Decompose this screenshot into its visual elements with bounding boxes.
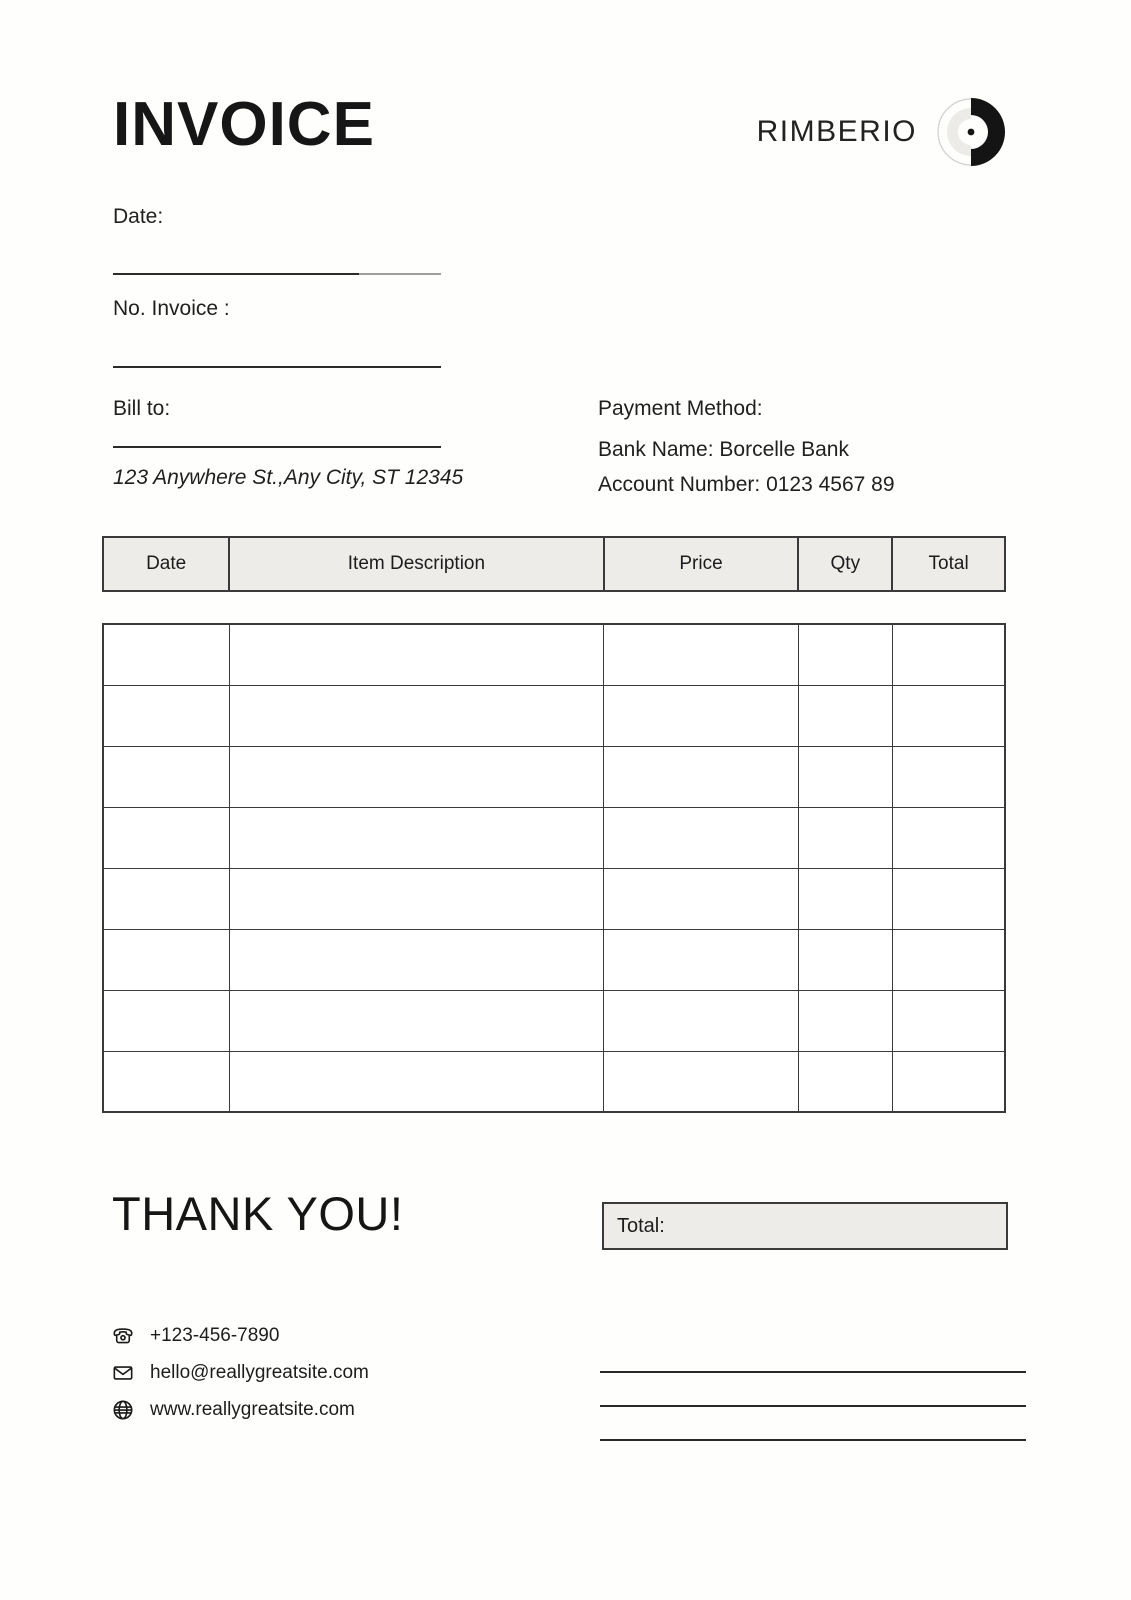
table-cell[interactable] xyxy=(892,929,1005,990)
column-header-date: Date xyxy=(103,537,229,591)
table-row xyxy=(103,868,1005,929)
thank-you-text: THANK YOU! xyxy=(112,1187,404,1240)
table-cell[interactable] xyxy=(892,807,1005,868)
table-cell[interactable] xyxy=(103,990,229,1051)
header xyxy=(113,92,1005,166)
table-cell[interactable] xyxy=(229,807,603,868)
total-label: Total: xyxy=(617,1214,665,1237)
table-cell[interactable] xyxy=(229,746,603,807)
table-header-row xyxy=(103,537,1005,591)
table-cell[interactable] xyxy=(103,807,229,868)
table-cell[interactable] xyxy=(798,868,892,929)
table-cell[interactable] xyxy=(892,1051,1005,1112)
total-box[interactable] xyxy=(602,1202,1008,1250)
invoice-no-label: No. Invoice : xyxy=(113,297,230,320)
brand xyxy=(757,98,1005,166)
table-cell[interactable] xyxy=(103,929,229,990)
table-cell[interactable] xyxy=(892,746,1005,807)
bill-to-fill-line[interactable] xyxy=(113,446,441,448)
table-cell[interactable] xyxy=(604,929,799,990)
table-cell[interactable] xyxy=(798,807,892,868)
email-icon xyxy=(110,1360,136,1386)
table-cell[interactable] xyxy=(604,1051,799,1112)
table-row xyxy=(103,990,1005,1051)
table-row xyxy=(103,807,1005,868)
account-number: Account Number: 0123 4567 89 xyxy=(598,473,895,496)
table-cell[interactable] xyxy=(604,624,799,685)
table-cell[interactable] xyxy=(103,624,229,685)
website-url: www.reallygreatsite.com xyxy=(150,1399,355,1420)
bank-name: Bank Name: Borcelle Bank xyxy=(598,438,849,461)
email-address: hello@reallygreatsite.com xyxy=(150,1362,369,1383)
table-cell[interactable] xyxy=(798,624,892,685)
column-header-item-description: Item Description xyxy=(229,537,603,591)
invoice-no-fill-line[interactable] xyxy=(113,366,441,368)
table-cell[interactable] xyxy=(892,990,1005,1051)
table-cell[interactable] xyxy=(798,990,892,1051)
table-cell[interactable] xyxy=(229,868,603,929)
table-row xyxy=(103,1051,1005,1112)
contact-row-email xyxy=(110,1359,369,1387)
table-cell[interactable] xyxy=(604,685,799,746)
table-cell[interactable] xyxy=(798,929,892,990)
items-table-body xyxy=(103,624,1005,1112)
column-header-total: Total xyxy=(892,537,1005,591)
table-cell[interactable] xyxy=(229,990,603,1051)
contact-row-website xyxy=(110,1396,369,1424)
table-cell[interactable] xyxy=(103,746,229,807)
phone-number: +123-456-7890 xyxy=(150,1325,280,1346)
brand-name: RIMBERIO xyxy=(756,115,917,148)
table-cell[interactable] xyxy=(103,1051,229,1112)
table-cell[interactable] xyxy=(604,746,799,807)
signature-line[interactable] xyxy=(600,1439,1026,1441)
table-row xyxy=(103,746,1005,807)
date-fill-line[interactable] xyxy=(113,273,441,275)
bill-to-address: 123 Anywhere St.,Any City, ST 12345 xyxy=(113,466,464,489)
table-cell[interactable] xyxy=(103,685,229,746)
table-row xyxy=(103,685,1005,746)
items-table xyxy=(102,623,1006,1113)
items-table-header xyxy=(102,536,1006,592)
table-cell[interactable] xyxy=(604,807,799,868)
table-cell[interactable] xyxy=(604,868,799,929)
table-cell[interactable] xyxy=(229,624,603,685)
table-cell[interactable] xyxy=(798,685,892,746)
table-cell[interactable] xyxy=(229,1051,603,1112)
globe-icon xyxy=(110,1397,136,1423)
phone-icon xyxy=(110,1323,136,1349)
bill-to-label: Bill to: xyxy=(113,397,171,420)
contact-list xyxy=(110,1322,369,1424)
signature-line[interactable] xyxy=(600,1405,1026,1407)
column-header-price: Price xyxy=(604,537,799,591)
table-cell[interactable] xyxy=(604,990,799,1051)
date-label: Date: xyxy=(113,205,164,228)
signature-lines xyxy=(600,1371,1026,1473)
table-cell[interactable] xyxy=(229,929,603,990)
table-row xyxy=(103,929,1005,990)
table-row xyxy=(103,624,1005,685)
payment-method-label: Payment Method: xyxy=(598,397,763,420)
signature-line[interactable] xyxy=(600,1371,1026,1373)
table-cell[interactable] xyxy=(892,624,1005,685)
column-header-qty: Qty xyxy=(798,537,892,591)
table-cell[interactable] xyxy=(103,868,229,929)
brand-logo-icon xyxy=(937,98,1005,166)
table-cell[interactable] xyxy=(229,685,603,746)
table-cell[interactable] xyxy=(892,868,1005,929)
page-title: INVOICE xyxy=(113,90,375,159)
payment-method-block xyxy=(598,397,895,497)
table-cell[interactable] xyxy=(892,685,1005,746)
table-cell[interactable] xyxy=(798,746,892,807)
contact-row-phone xyxy=(110,1322,369,1350)
table-cell[interactable] xyxy=(798,1051,892,1112)
